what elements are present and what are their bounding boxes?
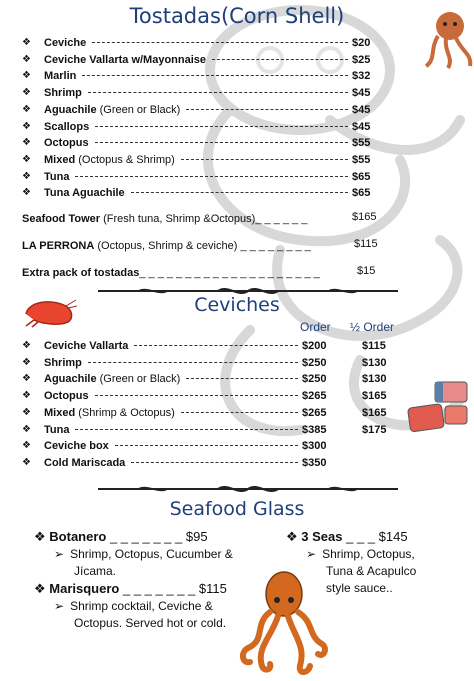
marisquero-desc-2: Octopus. Served hot or cold.	[74, 616, 227, 630]
tostada-item	[22, 52, 382, 68]
half-order-column-header: ½ Order	[350, 320, 395, 334]
item-price: $55	[352, 153, 371, 166]
item-name: Marlin	[44, 70, 77, 83]
leader-dashes	[181, 159, 348, 160]
tostadas-title: Tostadas(Corn Shell)	[129, 4, 345, 28]
item-note: (Shrimp & Octopus)	[78, 406, 175, 419]
three-seas-desc-3: style sauce..	[326, 581, 393, 595]
item-price: $115	[198, 581, 227, 596]
ceviche-item	[22, 371, 387, 387]
item-name: Ceviche	[44, 37, 87, 49]
item-name: 3 Seas	[301, 529, 343, 544]
desc-line: Shrimp cocktail, Ceviche &	[70, 599, 213, 613]
leader-dashes	[95, 142, 348, 143]
seafood-glass-title: Seafood Glass	[169, 498, 305, 520]
tostada-item	[22, 169, 382, 185]
item-name: Scallops	[44, 120, 90, 133]
diamond-bullet-icon: ❖	[22, 373, 31, 385]
three-seas-row	[286, 528, 408, 546]
leader-dashes	[181, 412, 298, 413]
diamond-bullet-icon: ❖	[22, 137, 31, 149]
item-name: Extra pack of tostadas	[22, 267, 140, 279]
item-name: Ceviche Vallarta	[44, 340, 129, 352]
leader-dashes	[75, 176, 348, 177]
half-order-price: $130	[362, 356, 387, 369]
diamond-bullet-icon: ❖	[22, 187, 31, 199]
diamond-bullet-icon: ❖	[22, 340, 31, 351]
item-dashes: _ _ _ _ _ _ _	[122, 581, 196, 596]
item-name: Ceviche box	[44, 440, 109, 453]
half-order-price: $175	[362, 423, 387, 436]
leader-dashes	[95, 126, 348, 127]
item-name: Seafood Tower	[22, 213, 101, 225]
diamond-bullet-icon: ❖	[22, 153, 31, 165]
marisquero-row	[34, 580, 227, 598]
la-perrona-row	[22, 238, 311, 254]
item-note: (Fresh tuna, Shrimp &Octopus)	[103, 213, 256, 225]
item-name: Aguachile (Green or Black)	[44, 373, 181, 386]
item-name: Aguachile (Green or Black)	[44, 103, 181, 116]
tostada-item	[22, 102, 382, 118]
item-price: $65	[352, 170, 371, 183]
diamond-bullet-icon: ❖	[22, 390, 31, 402]
item-price: $55	[352, 137, 371, 150]
item-name: Shrimp	[44, 356, 82, 369]
three-seas-desc-2: Tuna & Acapulco	[326, 564, 417, 578]
tostada-item	[22, 68, 382, 84]
tostada-item	[22, 119, 382, 135]
order-price: $250	[302, 373, 327, 386]
diamond-bullet-icon: ❖	[22, 87, 31, 99]
leader-dashes	[88, 92, 348, 93]
diamond-bullet-icon: ❖	[22, 456, 31, 468]
order-price: $250	[302, 356, 327, 369]
ceviches-title: Ceviches	[194, 294, 280, 316]
order-price: $265	[302, 406, 327, 419]
item-dashes: _ _ _ _ _ _ _	[109, 529, 183, 544]
leader-dashes	[88, 362, 298, 363]
extra-tostadas-row	[22, 265, 320, 281]
half-order-price: $165	[362, 390, 387, 403]
diamond-bullet-icon: ❖	[34, 581, 46, 596]
item-price: $20	[352, 37, 371, 49]
ceviche-item	[22, 438, 382, 454]
item-dashes: _ _ _	[346, 529, 376, 544]
ceviche-item	[22, 388, 387, 404]
tostada-item	[22, 135, 382, 151]
tostada-item	[22, 185, 382, 201]
item-name: Shrimp	[44, 87, 82, 100]
diamond-bullet-icon: ❖	[22, 356, 31, 368]
item-name: Tuna Aguachile	[44, 187, 125, 200]
seafood-tower-row	[22, 211, 307, 227]
item-price: $25	[352, 53, 371, 66]
diamond-bullet-icon: ❖	[22, 170, 31, 182]
item-name: Octopus	[44, 390, 89, 403]
diamond-bullet-icon: ❖	[286, 529, 298, 544]
tostada-item	[22, 152, 382, 168]
desc-line: Shrimp, Octopus, Cucumber &	[70, 547, 233, 561]
item-price: $45	[352, 103, 371, 116]
diamond-bullet-icon: ❖	[22, 423, 31, 435]
leader-dashes	[115, 445, 298, 446]
botanero-desc	[54, 546, 233, 563]
leader-dashes	[131, 462, 298, 463]
order-column-header: Order	[300, 320, 331, 334]
item-name: Tuna	[44, 170, 70, 183]
arrow-bullet-icon: ➢	[54, 547, 65, 561]
item-price: $65	[352, 187, 371, 200]
ornamental-divider	[98, 482, 398, 496]
half-order-price: $130	[362, 373, 387, 386]
item-note: (Octopus & Shrimp)	[78, 153, 175, 166]
item-dashes: _ _ _ _ _ _ _ _ _ _ _ _ _ _ _ _ _ _ _ _	[139, 267, 320, 279]
half-order-price: $165	[362, 406, 387, 419]
item-price: $32	[352, 70, 371, 83]
diamond-bullet-icon: ❖	[22, 103, 31, 115]
diamond-bullet-icon: ❖	[22, 120, 31, 132]
leader-dashes	[186, 109, 348, 110]
ceviche-item	[22, 422, 387, 438]
diamond-bullet-icon: ❖	[34, 529, 46, 544]
ceviche-item	[22, 455, 382, 471]
leader-dashes	[131, 192, 348, 193]
item-price: $45	[352, 87, 371, 100]
ceviche-item	[22, 338, 386, 354]
octopus-illustration	[236, 570, 328, 678]
item-name: LA PERRONA	[22, 240, 95, 252]
item-price: $95	[185, 529, 208, 544]
tuna-illustration	[405, 378, 469, 436]
order-price: $265	[302, 390, 327, 403]
botanero-desc-2: Jícama.	[74, 564, 117, 578]
item-price: $145	[378, 529, 408, 544]
extra-tostadas-price: $15	[357, 265, 376, 277]
half-order-price: $115	[362, 340, 386, 352]
item-name: Cold Mariscada	[44, 456, 126, 469]
item-name: Marisquero	[49, 581, 120, 596]
ceviche-item	[22, 355, 387, 371]
leader-dashes	[95, 395, 298, 396]
diamond-bullet-icon: ❖	[22, 53, 31, 65]
diamond-bullet-icon: ❖	[22, 70, 31, 82]
leader-dashes	[134, 345, 298, 346]
item-name: Ceviche Vallarta w/Mayonnaise	[44, 53, 207, 66]
desc-line: Shrimp, Octopus,	[322, 547, 415, 561]
item-name: Mixed (Octopus & Shrimp)	[44, 153, 175, 166]
three-seas-desc	[306, 546, 415, 563]
item-name: Tuna	[44, 423, 70, 436]
order-price: $200	[302, 340, 327, 352]
item-price: $45	[352, 120, 371, 133]
tostada-item	[22, 35, 382, 51]
botanero-row	[34, 528, 208, 546]
diamond-bullet-icon: ❖	[22, 37, 31, 48]
ceviche-item	[22, 405, 387, 421]
diamond-bullet-icon: ❖	[22, 406, 31, 418]
tostada-item	[22, 85, 382, 101]
item-name: Mixed (Shrimp & Octopus)	[44, 406, 175, 419]
marisquero-desc	[54, 598, 213, 615]
order-price: $300	[302, 440, 327, 453]
item-dashes: _ _ _ _ _ _	[255, 213, 308, 225]
item-note: (Green or Black)	[99, 103, 181, 116]
leader-dashes	[82, 75, 348, 76]
leader-dashes	[186, 378, 298, 379]
item-note: (Green or Black)	[99, 373, 181, 386]
item-dashes: _ _ _ _ _ _ _ _	[240, 240, 311, 252]
leader-dashes	[92, 42, 348, 43]
order-price: $350	[302, 456, 327, 469]
item-name: Botanero	[49, 529, 107, 544]
seafood-tower-price: $165	[352, 211, 377, 223]
la-perrona-price: $115	[354, 238, 378, 250]
leader-dashes	[75, 429, 298, 430]
diamond-bullet-icon: ❖	[22, 440, 31, 452]
item-name: Octopus	[44, 137, 89, 150]
arrow-bullet-icon: ➢	[306, 547, 317, 561]
order-price: $385	[302, 423, 327, 436]
leader-dashes	[212, 59, 348, 60]
arrow-bullet-icon: ➢	[54, 599, 65, 613]
item-note: (Octopus, Shrimp & ceviche)	[97, 240, 238, 252]
